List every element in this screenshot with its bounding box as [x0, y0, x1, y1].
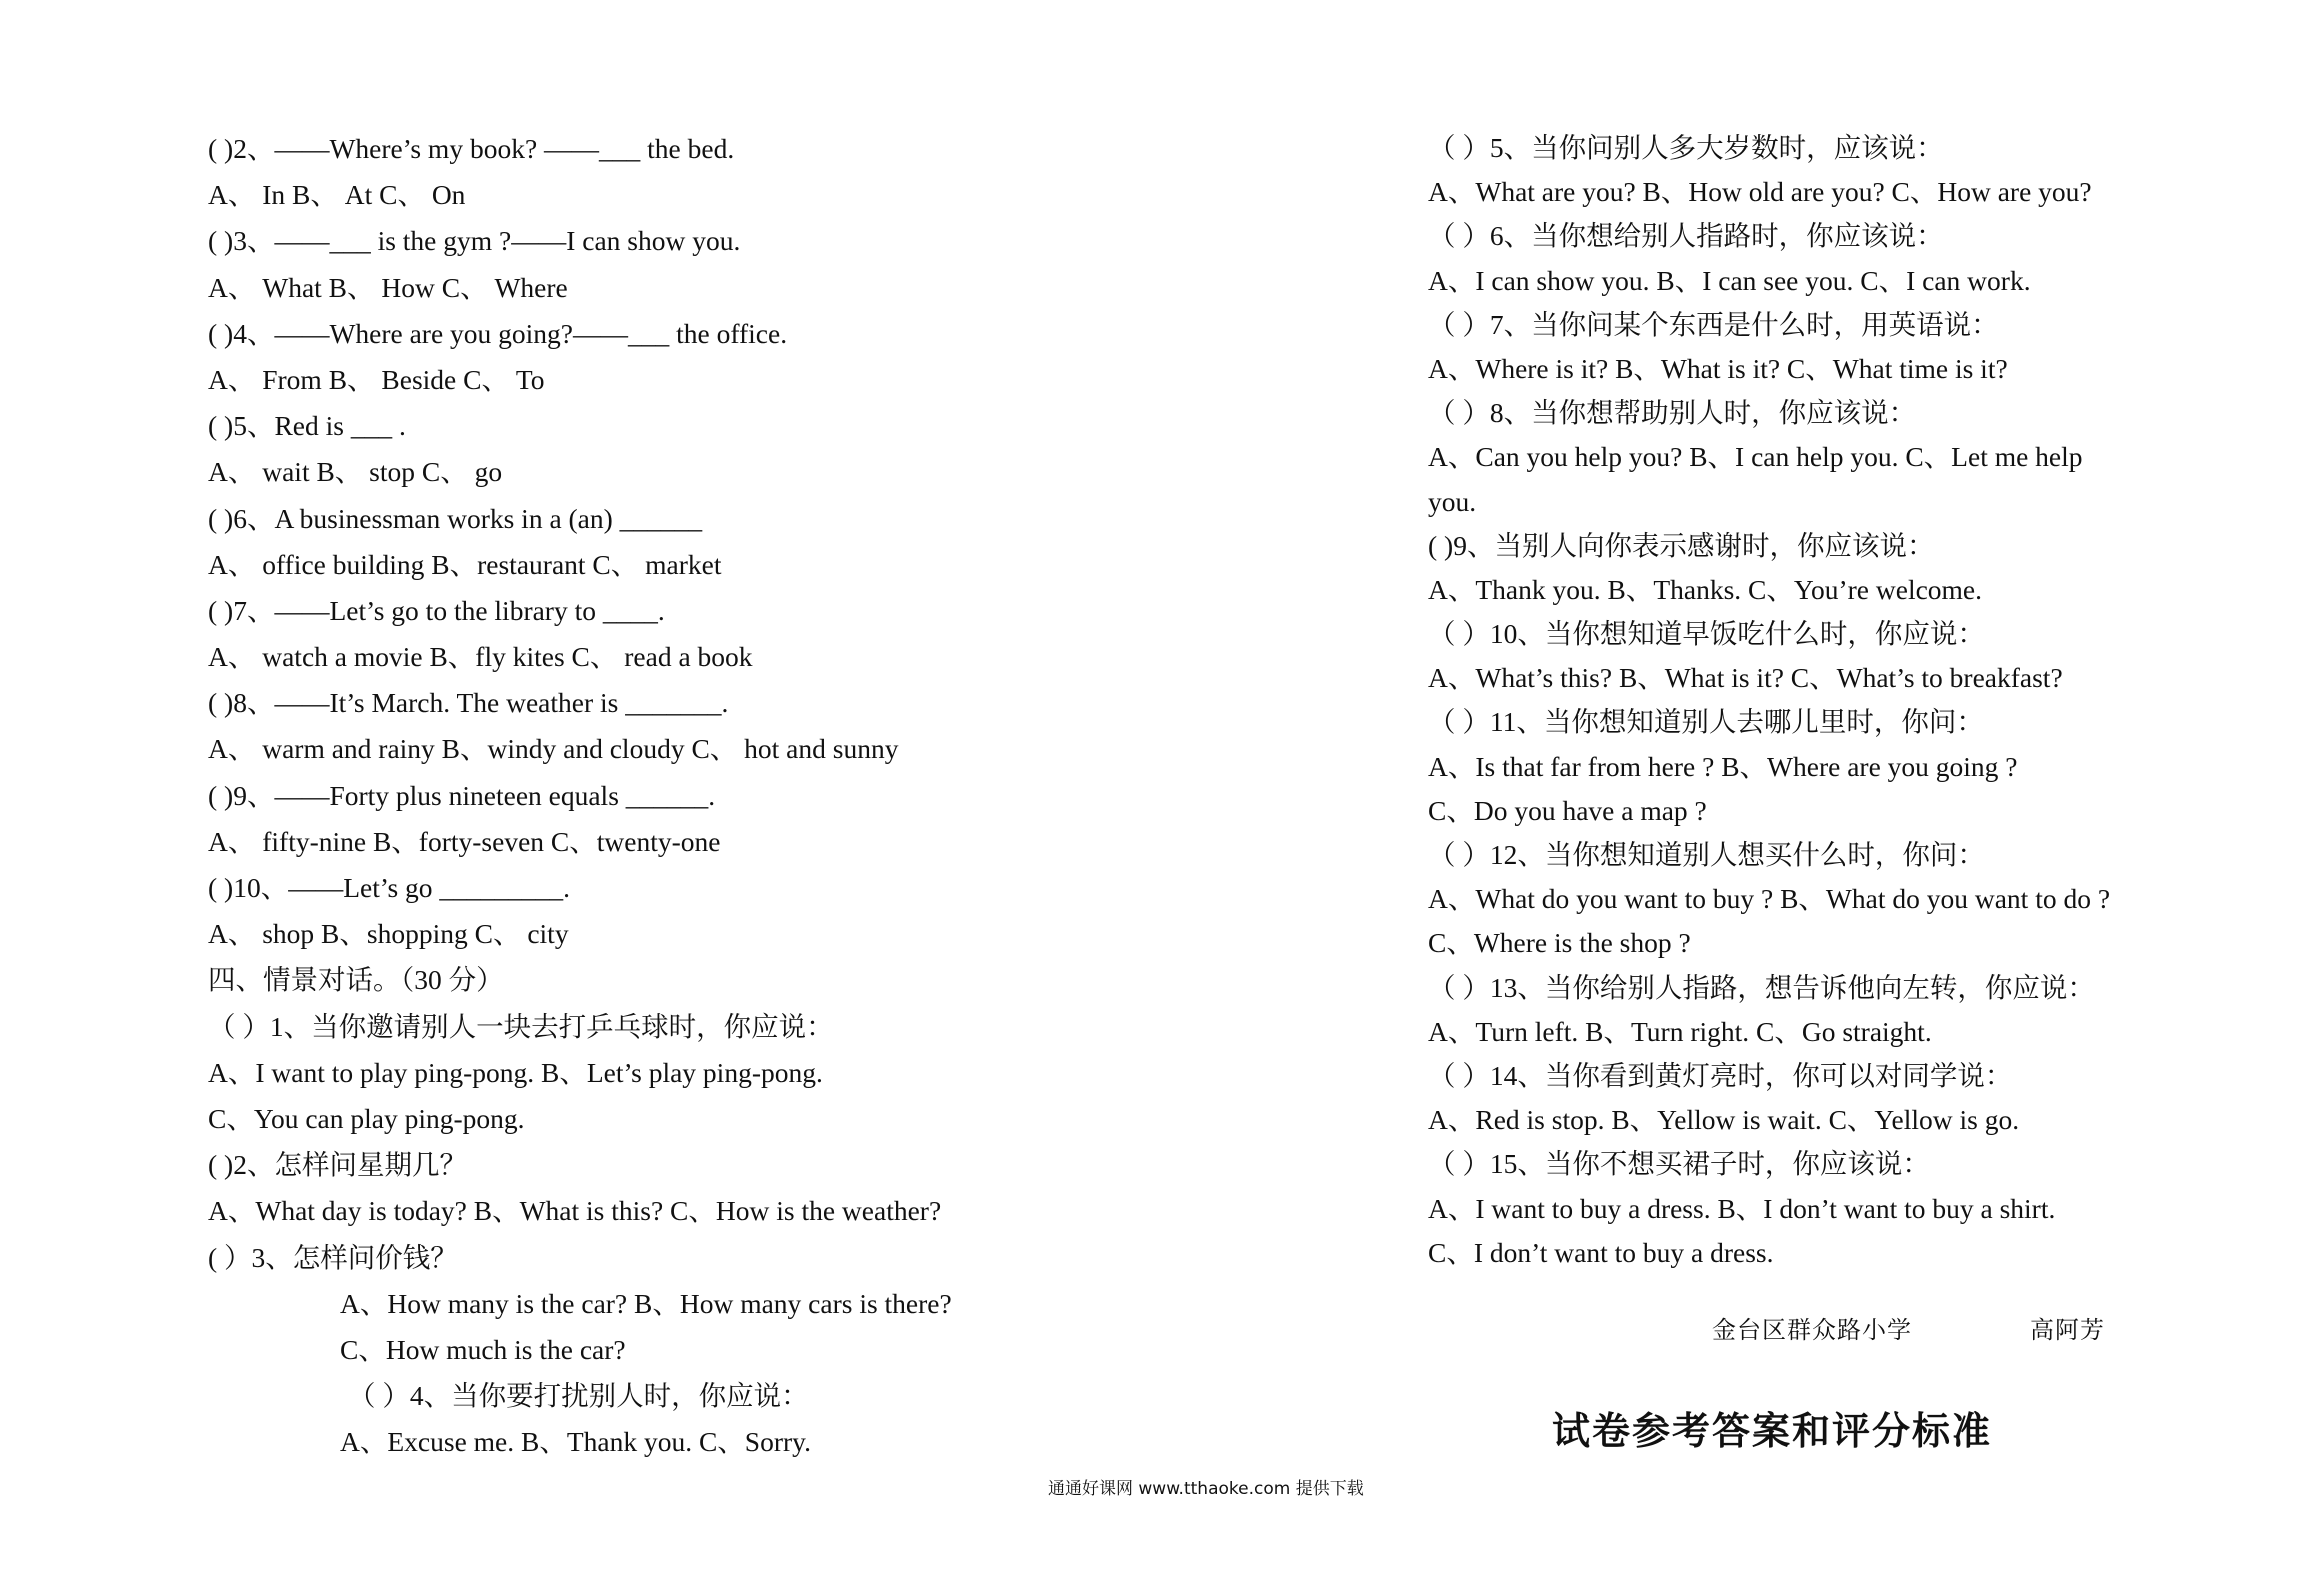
question-10: ( )10、——Let’s go _________.	[208, 872, 571, 903]
question-5-options: A、 wait B、 stop C、 go	[208, 456, 503, 488]
dialogue-13: （ ）13、当你给别人指路，想告诉他向左转，你应说：	[1428, 971, 2095, 1003]
question-7-options: A、 watch a movie B、fly kites C、 read a book	[208, 641, 753, 673]
dialogue-12: （ ）12、当你想知道别人想买什么时，你问：	[1428, 839, 1985, 870]
dialogue-7: （ ）7、当你问某个东西是什么时，用英语说：	[1428, 308, 1999, 340]
question-10-options: A、 shop B、shopping C、 city	[208, 918, 569, 950]
dialogue-8: （ ）8、当你想帮助别人时，你应该说：	[1428, 397, 1917, 429]
school-name: 金台区群众路小学	[1712, 1316, 1912, 1344]
page-footer: 通通好课网 www.tthaoke.com 提供下载	[1048, 1479, 1364, 1499]
author-line	[1712, 1310, 2105, 1345]
question-4-options: A、 From B、 Beside C、 To	[208, 363, 545, 395]
dialogue-8-options: A、Can you help you? B、I can help you. C、Let me help	[1428, 441, 2083, 473]
dialogue-11-option-c: C、Do you have a map ?	[1428, 794, 1707, 826]
dialogue-12-option-c: C、Where is the shop ?	[1428, 927, 1691, 959]
question-5: ( )5、Red is ___ .	[208, 410, 406, 442]
dialogue-3-option-c: C、How much is the car?	[340, 1333, 626, 1365]
dialogue-15-options-ab: A、I want to buy a dress. B、I don’t want to buy a shirt.	[1428, 1192, 2056, 1224]
teacher-name: 高阿芳	[2030, 1316, 2105, 1344]
dialogue-3-options-ab: A、How many is the car? B、How many cars is there?	[340, 1287, 952, 1319]
dialogue-1: （ ）1、当你邀请别人一块去打乒乓球时，你应说：	[208, 1010, 834, 1042]
dialogue-10-options: A、What’s this? B、What is it? C、What’s to breakfast?	[1428, 662, 2063, 694]
answer-key-title: 试卷参考答案和评分标准	[1552, 1409, 1993, 1453]
dialogue-6: （ ）6、当你想给别人指路时，你应该说：	[1428, 220, 1944, 252]
dialogue-12-options-ab: A、What do you want to buy ? B、What do you want to do ?	[1428, 883, 2111, 915]
question-2: ( )2、——Where’s my book? ——___ the bed.	[208, 133, 735, 164]
question-3-options: A、 What B、 How C、 Where	[208, 271, 568, 303]
dialogue-9: ( )9、当别人向你表示感谢时，你应该说：	[1428, 529, 1935, 561]
left-column	[208, 126, 1388, 1465]
question-6: ( )6、A businessman works in a (an) ______	[208, 502, 703, 534]
right-column	[1428, 126, 2228, 1275]
dialogue-14-options: A、Red is stop. B、Yellow is wait. C、Yellow is go.	[1428, 1104, 2020, 1136]
dialogue-9-options: A、Thank you. B、Thanks. C、You’re welcome.	[1428, 573, 1983, 605]
dialogue-8-options-cont: you.	[1428, 485, 1477, 517]
dialogue-3: ( ）3、怎样问价钱？	[208, 1241, 458, 1273]
dialogue-6-options: A、I can show you. B、I can see you. C、I can work.	[1428, 264, 2031, 296]
dialogue-14: （ ）14、当你看到黄灯亮时，你可以对同学说：	[1428, 1059, 2013, 1091]
question-8-options: A、 warm and rainy B、windy and cloudy C、 hot and sunny	[208, 733, 899, 765]
dialogue-13-options: A、Turn left. B、Turn right. C、Go straight.	[1428, 1015, 1932, 1047]
dialogue-15-option-c: C、I don’t want to buy a dress.	[1428, 1236, 1774, 1268]
dialogue-2: ( )2、怎样问星期几？	[208, 1149, 467, 1181]
question-3: ( )3、——___ is the gym ?——I can show you.	[208, 225, 741, 257]
question-9-options: A、 fifty-nine B、forty-seven C、twenty-one	[208, 825, 721, 857]
dialogue-1-options-ab: A、I want to play ping-pong. B、Let’s play ping-pong.	[208, 1056, 823, 1088]
dialogue-2-options: A、What day is today? B、What is this? C、How is the weather?	[208, 1195, 942, 1227]
dialogue-5: （ ）5、当你问别人多大岁数时，应该说：	[1428, 132, 1944, 163]
dialogue-1-option-c: C、You can play ping-pong.	[208, 1102, 525, 1134]
question-8: ( )8、——It’s March. The weather is _______.	[208, 687, 729, 719]
section-heading: 四、情景对话。（30 分）	[208, 964, 504, 996]
question-4: ( )4、——Where are you going?——___ the office.	[208, 317, 788, 349]
question-6-options: A、 office building B、restaurant C、 market	[208, 548, 722, 580]
dialogue-4: （ ）4、当你要打扰别人时，你应说：	[348, 1380, 809, 1412]
dialogue-7-options: A、Where is it? B、What is it? C、What time is it?	[1428, 352, 2008, 384]
dialogue-11-options-ab: A、Is that far from here ? B、Where are you going ?	[1428, 750, 2018, 782]
dialogue-4-options: A、Excuse me. B、Thank you. C、Sorry.	[340, 1426, 812, 1458]
dialogue-15: （ ）15、当你不想买裙子时，你应该说：	[1428, 1148, 1930, 1180]
question-7: ( )7、——Let’s go to the library to ____.	[208, 594, 665, 626]
question-9: ( )9、——Forty plus nineteen equals ______.	[208, 779, 716, 811]
dialogue-10: （ ）10、当你想知道早饭吃什么时，你应说：	[1428, 618, 1985, 650]
question-2-options: A、 In B、 At C、 On	[208, 179, 466, 211]
dialogue-5-options: A、What are you? B、How old are you? C、How are you?	[1428, 176, 2092, 208]
dialogue-11: （ ）11、当你想知道别人去哪儿里时，你问：	[1428, 706, 1984, 738]
